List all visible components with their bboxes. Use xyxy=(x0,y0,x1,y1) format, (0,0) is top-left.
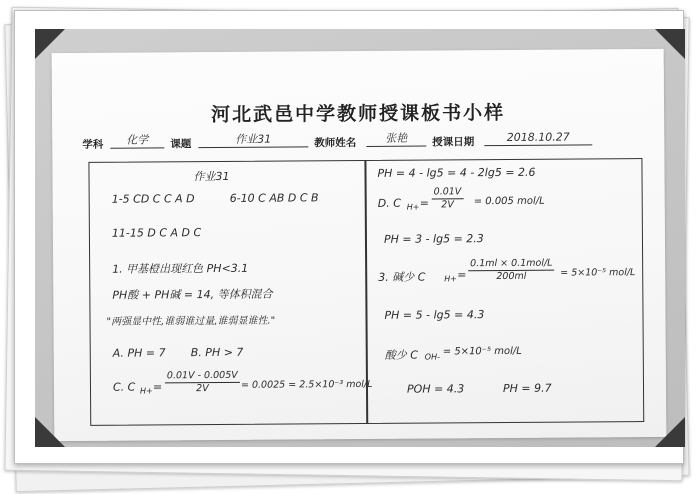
right-line-3: PH = 3 - lg5 = 2.3 xyxy=(383,232,484,246)
blackboard-layout xyxy=(88,158,644,426)
left-line-4: PH酸 + PH碱 = 14, 等体积混合 xyxy=(112,287,273,302)
option-c-numerator: 0.01V - 0.005V xyxy=(165,370,240,384)
option-c-prefix: C. C xyxy=(112,380,136,394)
q3-prefix: 3. 碱少 C xyxy=(378,270,426,284)
right-line-1: PH = 4 - lg5 = 4 - 2lg5 = 2.6 xyxy=(377,165,536,180)
option-b: B. PH > 7 xyxy=(190,345,244,360)
option-d-subscript: H+ xyxy=(406,202,420,212)
handout-paper xyxy=(52,49,667,441)
left-line-5: "两强显中性,谁弱谁过量,谁弱显谁性." xyxy=(106,315,276,328)
date-label: 授课日期 xyxy=(432,136,475,149)
q3-numerator: 0.1ml × 0.1mol/L xyxy=(468,258,554,272)
subject-value: 化学 xyxy=(110,132,164,148)
right-line-5: PH = 5 - lg5 = 4.3 xyxy=(384,308,485,322)
q3-subscript: H+ xyxy=(444,274,457,284)
option-a: A. PH = 7 xyxy=(112,346,166,360)
option-c-fraction xyxy=(165,370,240,396)
left-heading: 作业31 xyxy=(193,169,230,184)
answers-6-10: 6-10 C AB D C B xyxy=(229,191,319,205)
option-d-equals: = xyxy=(419,196,429,210)
q3-equals: = xyxy=(457,268,467,282)
ph-value: PH = 9.7 xyxy=(502,381,552,395)
photo-corner xyxy=(653,415,685,447)
q3-fraction xyxy=(468,258,554,284)
answers-11-15: 11-15 D C A D C xyxy=(111,226,202,240)
option-d-numerator: 0.01V xyxy=(432,186,464,199)
photo-corner xyxy=(653,29,685,61)
teacher-value: 张艳 xyxy=(366,131,426,147)
left-line-3: 1. 甲基橙出现红色 PH<3.1 xyxy=(112,261,249,276)
acid-less-prefix: 酸少 C xyxy=(384,348,419,362)
option-d-denominator: 2V xyxy=(441,199,454,211)
acid-less-subscript: OH- xyxy=(424,352,441,362)
option-c-result: = 0.0025 = 2.5×10⁻³ mol/L xyxy=(240,378,373,391)
answers-1-5: 1-5 CD C C A D xyxy=(111,192,195,206)
photo-corner xyxy=(35,29,67,61)
teacher-label: 教师姓名 xyxy=(314,137,357,150)
option-d-fraction xyxy=(432,186,464,211)
subject-label: 学科 xyxy=(82,138,104,151)
option-c-denominator: 2V xyxy=(196,383,209,395)
date-value: 2018.10.27 xyxy=(484,129,592,146)
photo-corner xyxy=(35,415,67,447)
q3-denominator: 200ml xyxy=(496,270,527,283)
option-d-prefix: D. C xyxy=(377,196,401,210)
option-d-result: = 0.005 mol/L xyxy=(473,195,545,208)
q3-result: = 5×10⁻⁵ mol/L xyxy=(560,267,636,279)
poh-value: POH = 4.3 xyxy=(406,382,465,396)
topic-label: 课题 xyxy=(170,138,192,151)
photo-frame xyxy=(14,10,684,464)
page-title: 河北武邑中学教师授课板书小样 xyxy=(210,101,506,127)
topic-value: 作业31 xyxy=(198,131,308,148)
acid-less-result: = 5×10⁻⁵ mol/L xyxy=(442,345,522,358)
option-c-subscript: H+ xyxy=(139,386,153,396)
option-c-equals: = xyxy=(152,380,163,394)
photo xyxy=(35,29,685,447)
